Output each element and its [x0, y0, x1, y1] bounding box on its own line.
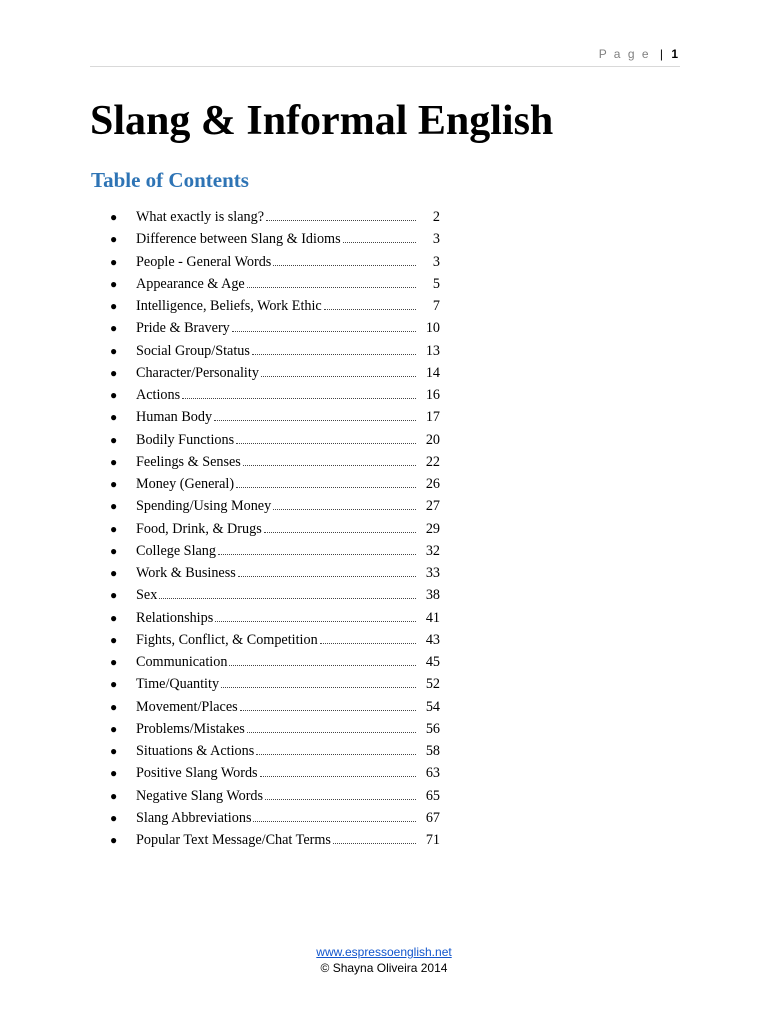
toc-entry[interactable]: [110, 718, 440, 740]
bullet-icon: ●: [110, 810, 118, 825]
toc-entry[interactable]: [110, 473, 440, 495]
toc-entry-label: Negative Slang Words: [136, 787, 264, 804]
toc-entry-page: 58: [425, 743, 440, 759]
toc-entry-page: 17: [425, 409, 440, 426]
dot-leader: [182, 390, 416, 399]
dot-leader: [215, 613, 416, 622]
toc-entry[interactable]: [110, 762, 440, 784]
toc-entry[interactable]: [110, 273, 440, 295]
dot-leader: [238, 568, 416, 577]
toc-entry-label: Time/Quantity: [136, 676, 220, 693]
dot-leader: [236, 435, 416, 444]
dot-leader: [214, 412, 416, 421]
toc-entry[interactable]: [110, 251, 440, 273]
bullet-icon: ●: [110, 766, 118, 781]
toc-entry-page: 3: [432, 253, 440, 270]
dot-leader: [240, 702, 416, 711]
toc-entry-page: 22: [425, 453, 440, 470]
toc-entry-page: 43: [425, 631, 440, 648]
dot-leader: [247, 724, 416, 733]
toc-entry-page: 7: [432, 298, 440, 314]
dot-leader: [343, 234, 416, 243]
toc-entry-label: Slang Abbreviations: [136, 809, 252, 826]
bullet-icon: ●: [110, 721, 118, 736]
bullet-icon: ●: [110, 388, 118, 402]
dot-leader: [247, 279, 416, 288]
bullet-icon: ●: [110, 566, 118, 580]
toc-entry-page: 2: [432, 209, 440, 225]
toc-entry-label: Appearance & Age: [136, 275, 245, 292]
toc-entry-label: Movement/Places: [136, 698, 238, 715]
toc-entry-page: 13: [425, 342, 440, 359]
toc-entry-page: 32: [425, 542, 440, 559]
toc-entry[interactable]: [110, 562, 440, 584]
toc-entry[interactable]: [110, 340, 440, 362]
toc-entry-page: 33: [425, 565, 440, 581]
toc-entry-label: Sex: [136, 587, 158, 604]
toc-entry-label: Feelings & Senses: [136, 453, 241, 470]
toc-entry[interactable]: [110, 607, 440, 629]
bullet-icon: ●: [110, 232, 118, 247]
bullet-icon: ●: [110, 677, 118, 692]
copyright-text: © Shayna Oliveira 2014: [320, 961, 448, 975]
bullet-icon: ●: [110, 343, 118, 358]
toc-entry[interactable]: [110, 228, 440, 250]
page-footer: [0, 944, 768, 976]
dot-leader: [252, 346, 416, 355]
bullet-icon: ●: [110, 744, 118, 758]
toc-entry[interactable]: [110, 829, 440, 851]
bullet-icon: ●: [110, 321, 118, 336]
dot-leader: [265, 791, 416, 800]
toc-entry-label: Relationships: [136, 609, 214, 626]
toc-entry[interactable]: [110, 518, 440, 540]
toc-entry-page: 3: [432, 231, 440, 248]
toc-entry-page: 41: [425, 609, 440, 626]
toc-entry-page: 45: [425, 654, 440, 670]
toc-entry-label: Problems/Mistakes: [136, 720, 245, 737]
dot-leader: [232, 323, 416, 332]
toc-heading: Table of Contents: [91, 168, 249, 192]
dot-leader: [261, 368, 416, 377]
page-separator: |: [659, 47, 663, 61]
toc-entry[interactable]: [110, 696, 440, 718]
toc-entry-page: 10: [425, 320, 440, 337]
toc-entry-page: 38: [425, 587, 440, 604]
toc-entry[interactable]: [110, 384, 440, 406]
dot-leader: [273, 501, 416, 510]
toc-entry-page: 27: [425, 498, 440, 515]
bullet-icon: ●: [110, 210, 118, 224]
toc-entry-label: Character/Personality: [136, 364, 259, 381]
bullet-icon: ●: [110, 410, 118, 425]
toc-entry-label: Difference between Slang & Idioms: [136, 231, 341, 248]
toc-entry[interactable]: [110, 584, 440, 606]
toc-entry-label: Food, Drink, & Drugs: [136, 520, 262, 537]
toc-entry-page: 65: [425, 787, 440, 804]
bullet-icon: ●: [110, 454, 118, 469]
dot-leader: [159, 590, 416, 599]
toc-entry-label: Spending/Using Money: [136, 498, 272, 515]
dot-leader: [243, 457, 416, 466]
toc-entry-label: Human Body: [136, 409, 213, 426]
toc-entry[interactable]: [110, 495, 440, 517]
dot-leader: [236, 479, 416, 488]
document-title: Slang & Informal English: [90, 98, 554, 144]
toc-entry-label: Actions: [136, 387, 181, 403]
toc-entry-page: 16: [425, 387, 440, 403]
bullet-icon: ●: [110, 299, 118, 313]
toc-entry[interactable]: [110, 206, 440, 228]
page-number: 1: [671, 47, 678, 61]
bullet-icon: ●: [110, 610, 118, 625]
toc-entry-page: 20: [425, 431, 440, 448]
bullet-icon: ●: [110, 788, 118, 803]
toc-entry[interactable]: [110, 406, 440, 428]
toc-entry[interactable]: [110, 651, 440, 673]
page-header: [599, 47, 678, 61]
header-divider: [90, 66, 680, 67]
dot-leader: [229, 657, 416, 666]
bullet-icon: ●: [110, 699, 118, 714]
website-link[interactable]: www.espressoenglish.net: [316, 945, 452, 959]
toc-entry-page: 52: [425, 676, 440, 693]
toc-entry-page: 54: [425, 698, 440, 715]
toc-entry-page: 63: [425, 765, 440, 782]
dot-leader: [221, 679, 416, 688]
table-of-contents: [110, 206, 440, 851]
toc-entry[interactable]: [110, 629, 440, 651]
bullet-icon: ●: [110, 833, 118, 847]
toc-entry-label: Work & Business: [136, 565, 236, 581]
toc-entry-label: College Slang: [136, 542, 216, 559]
bullet-icon: ●: [110, 276, 118, 291]
toc-entry-label: Popular Text Message/Chat Terms: [136, 832, 331, 848]
bullet-icon: ●: [110, 543, 118, 558]
toc-entry-label: Fights, Conflict, & Competition: [136, 631, 318, 648]
bullet-icon: ●: [110, 588, 118, 603]
bullet-icon: ●: [110, 365, 118, 380]
dot-leader: [260, 768, 416, 777]
toc-entry-page: 5: [432, 275, 440, 292]
toc-entry-label: Communication: [136, 654, 228, 670]
bullet-icon: ●: [110, 254, 118, 269]
bullet-icon: ●: [110, 499, 118, 514]
toc-entry-page: 29: [425, 520, 440, 537]
toc-entry-label: Social Group/Status: [136, 342, 250, 359]
bullet-icon: ●: [110, 521, 118, 536]
toc-entry-label: Positive Slang Words: [136, 765, 258, 782]
dot-leader: [218, 546, 416, 555]
toc-entry[interactable]: [110, 317, 440, 339]
bullet-icon: ●: [110, 432, 118, 447]
toc-entry-label: What exactly is slang?: [136, 209, 265, 225]
dot-leader: [273, 257, 416, 266]
toc-entry[interactable]: [110, 429, 440, 451]
toc-entry-label: Money (General): [136, 476, 235, 492]
toc-entry[interactable]: [110, 807, 440, 829]
toc-entry-page: 26: [425, 476, 440, 492]
toc-entry-page: 67: [425, 809, 440, 826]
bullet-icon: ●: [110, 477, 118, 491]
toc-entry[interactable]: [110, 451, 440, 473]
toc-entry-label: Situations & Actions: [136, 743, 255, 759]
toc-entry[interactable]: [110, 362, 440, 384]
bullet-icon: ●: [110, 655, 118, 669]
toc-entry[interactable]: [110, 540, 440, 562]
toc-entry-label: Intelligence, Beliefs, Work Ethic: [136, 298, 322, 314]
toc-entry-label: People - General Words: [136, 253, 272, 270]
toc-entry-label: Bodily Functions: [136, 431, 235, 448]
toc-entry-page: 71: [425, 832, 440, 848]
dot-leader: [256, 746, 416, 755]
toc-entry[interactable]: [110, 785, 440, 807]
toc-entry-label: Pride & Bravery: [136, 320, 230, 337]
toc-entry[interactable]: [110, 740, 440, 762]
dot-leader: [333, 835, 416, 844]
page-label: P a g e: [598, 47, 651, 61]
bullet-icon: ●: [110, 632, 118, 647]
toc-entry[interactable]: [110, 295, 440, 317]
dot-leader: [324, 301, 416, 310]
dot-leader: [264, 524, 416, 533]
toc-entry[interactable]: [110, 673, 440, 695]
dot-leader: [320, 635, 416, 644]
toc-entry-page: 56: [425, 720, 440, 737]
toc-entry-page: 14: [425, 364, 440, 381]
dot-leader: [253, 813, 416, 822]
dot-leader: [266, 212, 416, 221]
